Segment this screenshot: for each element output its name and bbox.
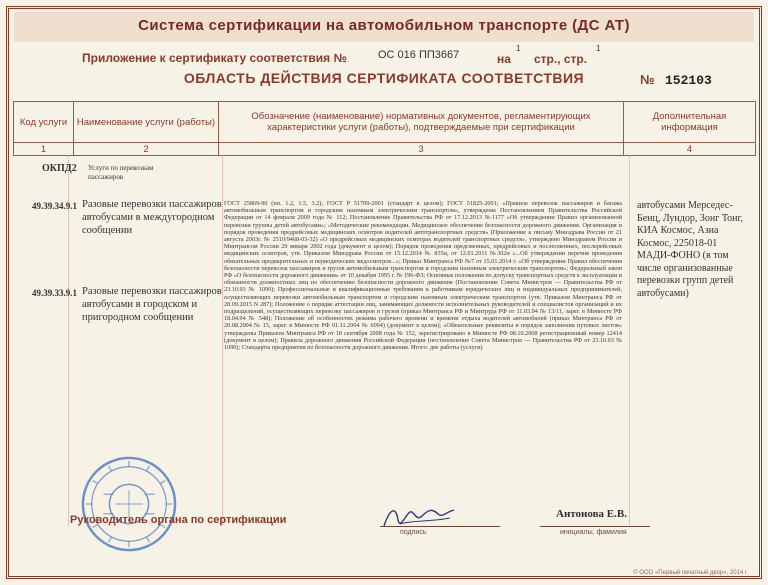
okpd-title: Услуги по перевозкам пассажиров [88,164,154,181]
signature-line [380,526,500,527]
area-title: ОБЛАСТЬ ДЕЙСТВИЯ СЕРТИФИКАТА СООТВЕТСТВИЯ [183,70,585,86]
additional-info: автобусами Мерседес-Бенц, Лундор, Зонг Тонг, КИА Космос, Азиа Космос, 225018-01 МАДИ-ФОНО (в том числе организованные перевозки групп детей автобусами) [637,200,744,299]
column-header-service: Наименование услуги (работы) [74,102,219,143]
column-divider [629,155,630,525]
form-number: 152103 [665,73,712,88]
services-table-header [13,101,756,156]
head-of-body-label: Руководитель органа по сертификации [70,514,287,526]
column-number-4: 4 [624,143,756,156]
page-number: 1 [596,44,601,53]
pages-count: 1 [516,44,521,53]
service-code: 49.39.33.9.1 [32,288,77,298]
service-name: Разовые перевозки пассажиров автобусами в междугородном сообщении [82,199,222,236]
column-header-code: Код услуги [14,102,74,143]
service-code: 49.39.34.9.1 [32,201,77,211]
signature-caption: подпись [400,529,427,536]
normative-documents-text: ГОСТ 25869-90 (пп. 1.2, 1.5, 3.2); ГОСТ Р 51709-2001 (стандарт в целом); ГОСТ 51825-2001; «Правила перевозок пассажиров и багажа автомобильным транспортом и городским наземным электрическим транспортом», утверждены Постановлением Правительства Российской Федерации от 14 февраля 2009 года № 112; Постановление Правительства РФ от 17.12.2013 №1177 «Об утверждении Правил организованной перевозки группы детей автобусами»; «Методические рекомендации. Медицинское обеспечение безопасности дорожного движения. Организация и порядок проведения предрейсовых медицинских осмотров водителей автотранспортных средств» (Приложение к письму Минздрава России от 21 августа 2003г. № 2510/9468-03-32) «О предрейсовых медицинских осмотрах водителей транспортных средств», утверждено Минздравом России и Минтрансом России 29 января 2002 года (документ в целом); Порядок проведения предсменных, предрейсовых и послесменных, послерейсовых медицинских осмотров, утв. Приказом Минздрава России от 15.12.2014 № 835н, от 12.01.2011 №302н «...Об утверждении перечня проведения обязательных предварительных и периодических медосмотров...»; Приказ Минтранса РФ №7 от 15.01.2014 г. «Об утверждении Правил обеспечения безопасности перевозок пассажиров и грузов автомобильным транспортом и городским наземным электрическим транспортом»; Федеральный закон РФ «О безопасности дорожного движения» от 10 декабря 1995 г. № 196-ФЗ; Основные положения по допуску транспортных средств к эксплуатации и обязанности должностных лиц по обеспечению безопасности дорожного движения (Постановление Совета Министров — Правительства РФ от 23.10.93 № 1090); Профессиональные и квалификационные требования к работникам юридических лиц и индивидуальных предпринимателей, осуществляющих перевозки автомобильным транспортом и городским наземным электрическим транспортом (утв. Приказом Минтранса РФ от 28.09.2015 N 287); Положение о порядке аттестации лиц, занимающих должности исполнительных руководителей и специалистов организаций и их подразделений, осуществляющих перевозку пассажиров и грузов (приказ Минтранса РФ и Минтруда РФ от 11.03.94 № 13/11, зарег. в Минюсте РФ 18.04.94 № 548); Положение об особенностях режима рабочего времени и времени отдыха водителей автомобилей (приказ Минтранса РФ от 20.08.2004 № 15, зарег. в Минюсте РФ 01.11.2004 № 6094) (документ в целом); «Обязательные реквизиты и порядок заполнения путевых листов» утверждены Приказом Минтранса РФ от 18 сентября 2008 года № 152, зарегистрировано в Минюсте РФ 08.10.2008 регистрационный номер 12414 (документ в целом); Правила дорожного движения Российской Федерации (постановление Совета Министров — Правительства РФ от 23.10.93 № 1090); Стандарты предприятия по безопасности дорожного движения. Итого: две работы (услуги) [224,200,622,352]
column-number-3: 3 [219,143,624,156]
name-line [540,526,650,527]
column-header-documents: Обозначение (наименование) нормативных документов, регламентирующих характеристики услуги (работы), подтверждаемые при сертификации [219,102,624,143]
system-title: Система сертификации на автомобильном транспорте (ДС АТ) [138,17,630,34]
appendix-label: Приложение к сертификату соответствия № [82,51,347,65]
column-number-2: 2 [74,143,219,156]
name-caption: инициалы, фамилия [560,529,627,536]
signatory-name: Антонова Е.В. [556,508,627,520]
certification-seal [80,455,178,553]
printer-footer: © ООО «Первый печатный двор», 2014 г. [633,570,748,576]
column-number-1: 1 [14,143,74,156]
number-label: № [640,72,655,87]
column-divider [222,155,223,525]
column-header-info: Дополнительная информация [624,102,756,143]
page-label: стр., стр. [534,52,588,66]
certificate-number: ОС 016 ПП3667 [378,49,460,61]
service-name: Разовые перевозки пассажиров автобусами в городском и пригородном сообщении [82,286,222,323]
pages-label: на [497,52,511,66]
okpd-code: ОКПД2 [42,163,77,174]
